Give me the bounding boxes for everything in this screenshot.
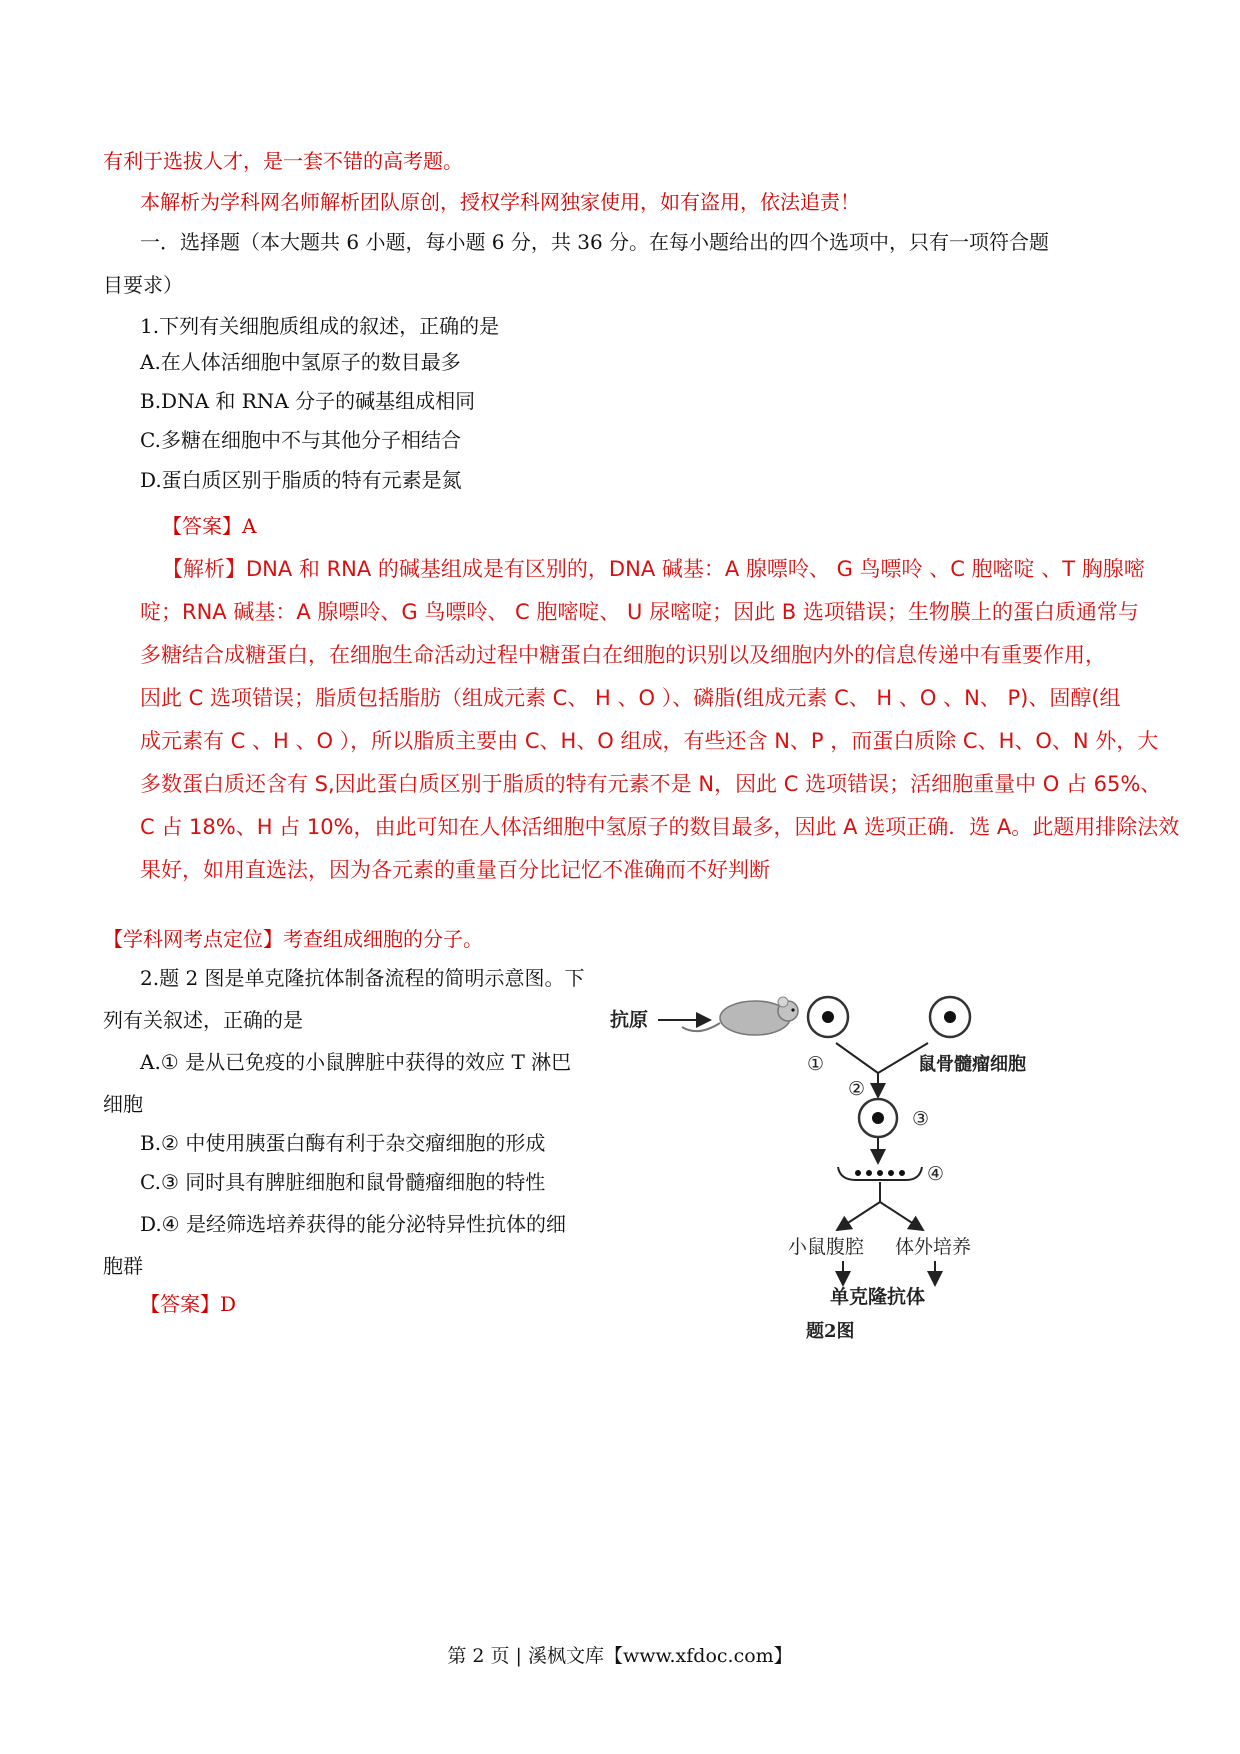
- q2-option-a-cont: 细胞: [103, 1092, 143, 1116]
- analysis-line: 啶；RNA 碱基：A 腺嘌呤、G 鸟嘌呤、 C 胞嘧啶、 U 尿嘧啶；因此 B 选项错误；生物膜上的蛋白质通常与: [140, 600, 1139, 624]
- q1-stem: 1.下列有关细胞质组成的叙述，正确的是: [140, 314, 500, 338]
- q2-answer: 【答案】D: [140, 1292, 237, 1316]
- monoclonal-antibody-diagram: [600, 985, 1120, 1350]
- label-2: ②: [848, 1078, 866, 1100]
- figure-caption: 题2图: [806, 1321, 855, 1342]
- mouse-icon: [682, 997, 798, 1035]
- fusion-lines: [836, 1043, 928, 1073]
- antigen-label: 抗原: [610, 1009, 649, 1031]
- q2-stem-cont: 列有关叙述，正确的是: [103, 1008, 303, 1032]
- copyright-notice: 本解析为学科网名师解析团队原创，授权学科网独家使用，如有盗用，依法追责！: [140, 190, 860, 214]
- analysis-line: 因此 C 选项错误；脂质包括脂肪（组成元素 C、 H 、O ）、磷脂(组成元素 C、 H 、O 、N、 P)、固醇(组: [140, 686, 1121, 710]
- analysis-line: 成元素有 C 、H 、O ），所以脂质主要由 C、H、O 组成，有些还含 N、P ，而蛋白质除 C、H、O、N 外，大: [140, 729, 1159, 753]
- analysis-line: 多数蛋白质还含有 S,因此蛋白质区别于脂质的特有元素不是 N，因此 C 选项错误；活细胞重量中 O 占 65%、: [140, 772, 1162, 796]
- analysis-line: 果好，如用直选法，因为各元素的重量百分比记忆不准确而不好判断: [140, 858, 770, 882]
- spleen-cell-icon: [808, 997, 848, 1037]
- analysis-line: C 占 18%、H 占 10%，由此可知在人体活细胞中氢原子的数目最多，因此 A 选项正确．选 A。此题用排除法效: [140, 815, 1180, 839]
- peritoneal-label: 小鼠腹腔: [788, 1236, 865, 1258]
- q2-stem: 2.题 2 图是单克隆抗体制备流程的简明示意图。下: [140, 966, 585, 990]
- myeloma-label: 鼠骨髓瘤细胞: [918, 1054, 1026, 1075]
- knowledge-point: 【学科网考点定位】考查组成细胞的分子。: [103, 927, 483, 951]
- label-3: ③: [912, 1108, 930, 1130]
- intro-line: 有利于选拔人才，是一套不错的高考题。: [103, 149, 463, 173]
- label-1: ①: [807, 1053, 825, 1075]
- in-vitro-label: 体外培养: [895, 1236, 972, 1258]
- q2-option-b: B.② 中使用胰蛋白酶有利于杂交瘤细胞的形成: [140, 1131, 546, 1155]
- hybridoma-cell-icon: [859, 1099, 897, 1137]
- branch-right: [880, 1202, 923, 1230]
- q1-option-c: C.多糖在细胞中不与其他分子相结合: [140, 428, 461, 452]
- branch-left: [837, 1202, 880, 1230]
- q2-option-a: A.① 是从已免疫的小鼠脾脏中获得的效应 T 淋巴: [140, 1050, 572, 1074]
- page-footer: 第 2 页 | 溪枫文库【www.xfdoc.com】: [447, 1645, 793, 1667]
- q2-option-d: D.④ 是经筛选培养获得的能分泌特异性抗体的细: [140, 1212, 566, 1236]
- mab-label: 单克隆抗体: [830, 1286, 926, 1308]
- q1-option-b: B.DNA 和 RNA 分子的碱基组成相同: [140, 389, 476, 413]
- label-4: ④: [927, 1163, 945, 1185]
- q1-answer: 【答案】A: [162, 514, 257, 538]
- q1-option-d: D.蛋白质区别于脂质的特有元素是氮: [140, 468, 462, 492]
- analysis-line: 【解析】DNA 和 RNA 的碱基组成是有区别的，DNA 碱基：A 腺嘌呤、 G 鸟嘌呤 、C 胞嘧啶 、T 胸腺嘧: [162, 557, 1145, 581]
- section-heading-cont: 目要求）: [103, 273, 183, 297]
- culture-dish-icon: [838, 1167, 922, 1180]
- q2-option-d-cont: 胞群: [103, 1254, 143, 1278]
- analysis-line: 多糖结合成糖蛋白，在细胞生命活动过程中糖蛋白在细胞的识别以及细胞内外的信息传递中有重要作用，: [140, 643, 1106, 667]
- q1-option-a: A.在人体活细胞中氢原子的数目最多: [140, 350, 461, 374]
- section-heading: 一．选择题（本大题共 6 小题，每小题 6 分，共 36 分。在每小题给出的四个选项中，只有一项符合题: [140, 230, 1050, 254]
- q2-option-c: C.③ 同时具有脾脏细胞和鼠骨髓瘤细胞的特性: [140, 1170, 546, 1194]
- myeloma-cell-icon: [930, 997, 970, 1037]
